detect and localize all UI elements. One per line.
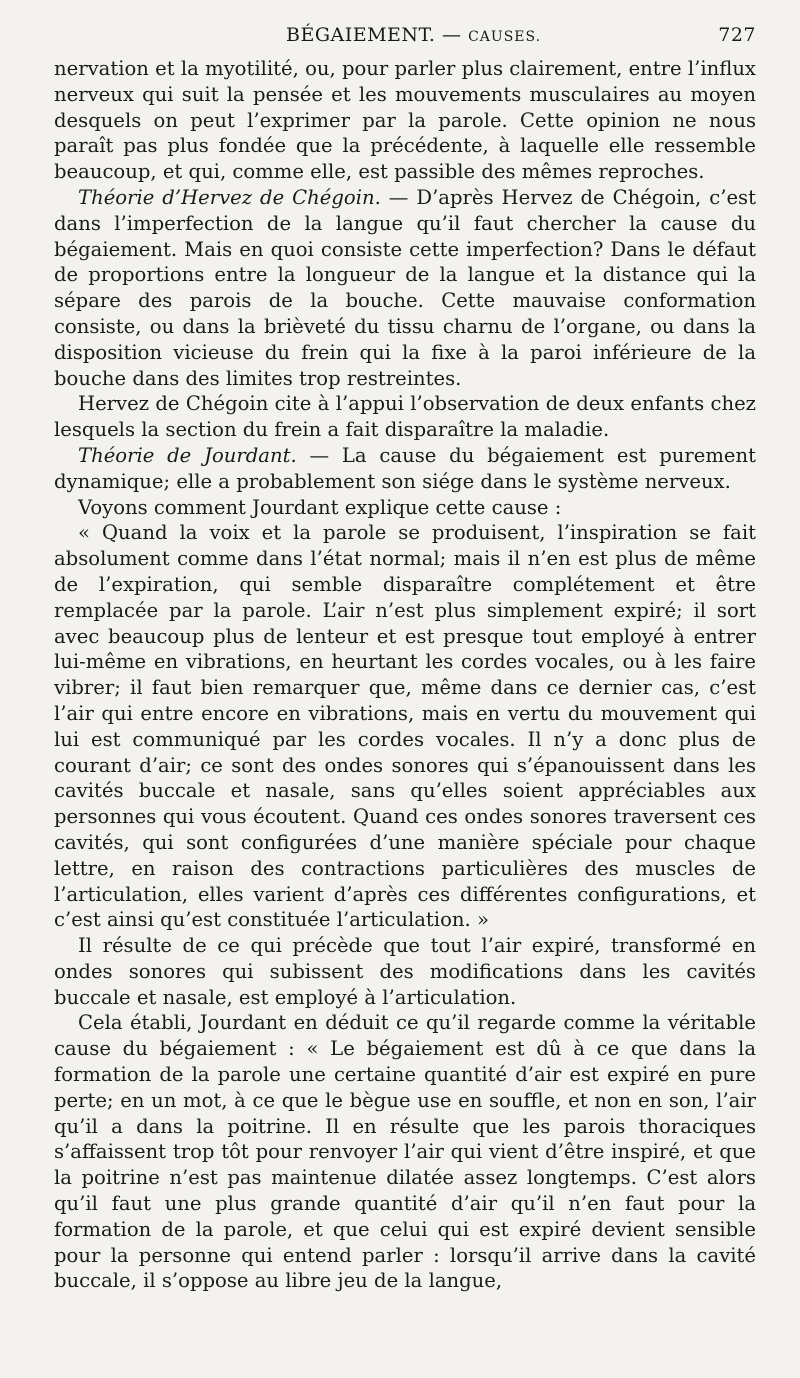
paragraph-text: nervation et la myotilité, ou, pour parler plus clairement, entre l’influx nerveux qui suit la pensée et les mouvements musculaires au moyen desquels on peut l’exprimer par la parole. Cette opinion ne nous paraît pas plus fondée que la précédente, à laquelle elle ressemble beaucoup, et qui, comme elle, est passible des mêmes reproches. (54, 57, 756, 184)
paragraph-text: Hervez de Chégoin cite à l’appui l’observation de deux enfants chez lesquels la section du frein a fait disparaître la maladie. (54, 392, 756, 442)
section-heading: Théorie de Jourdant. (78, 443, 297, 467)
paragraph (54, 495, 756, 521)
paragraph-text: — D’après Hervez de Chégoin, c’est dans l’imperfection de la langue qu’il faut chercher la cause du bégaiement. Mais en quoi consiste cette imperfection? Dans le défaut de proportions entre la longueur de la langue et la distance qui la sépare des parois de la bouche. Cette mauvaise conformation consiste, ou dans la brièveté du tissu charnu de l’organe, ou dans la disposition vicieuse du frein qui la fixe à la paroi inférieure de la bouche dans des limites trop restreintes. (54, 185, 756, 390)
paragraph (54, 391, 756, 443)
page-number: 727 (718, 24, 756, 46)
body-text (54, 56, 756, 1294)
paragraph-text: Cela établi, Jourdant en déduit ce qu’il regarde comme la véritable cause du bégaiement : « Le bégaiement est dû à ce que dans la formation de la parole une certaine quantité d’air est expiré en pure perte; en un mot, à ce que le bègue use en souffle, et non en son, l’air qu’il a dans la poitrine. Il en résulte que les parois thoraciques s’affaissent trop tôt pour renvoyer l’air qui vient d’être inspiré, et que la poitrine n’est pas maintenue dilatée assez longtemps. C’est alors qu’il faut une plus grande quantité d’air qu’il n’en faut pour la formation de la parole, et que celui qui est expiré devient sensible pour la personne qui entend parler : lorsqu’il arrive dans la cavité buccale, il s’oppose au libre jeu de la langue, (54, 1011, 756, 1293)
paragraph (54, 1010, 756, 1294)
paragraph-text: — La cause du bégaiement est purement dynamique; elle a probablement son siége dans le système nerveux. (54, 443, 756, 493)
chapter-title: BÉGAIEMENT. (286, 24, 436, 46)
running-title (286, 24, 541, 46)
paragraph (54, 443, 756, 495)
running-head (54, 22, 756, 56)
quotation (54, 520, 756, 933)
paragraph-text: Voyons comment Jourdant explique cette cause : (78, 495, 562, 519)
title-dash: — (435, 24, 469, 46)
paragraph (54, 933, 756, 1010)
paragraph (54, 185, 756, 391)
section-heading: Théorie d’Hervez de Chégoin. (78, 185, 381, 209)
paragraph-text: « Quand la voix et la parole se produisent, l’inspiration se fait absolument comme dans l’état normal; mais il n’en est plus de même de l’expiration, qui semble disparaître complétement et être remplacée par la parole. L’air n’est plus simplement expiré; il sort avec beaucoup plus de lenteur et est presque tout employé à entrer lui-même en vibrations, en heurtant les cordes vocales, ou à les faire vibrer; il faut bien remarquer que, même dans ce dernier cas, c’est l’air qui entre encore en vibrations, mais en vertu du mouvement qui lui est communiqué par les cordes vocales. Il n’y a donc plus de courant d’air; ce sont des ondes sonores qui s’épanouissent dans les cavités buccale et nasale, sans qu’elles soient appréciables aux personnes qui vous écoutent. Quand ces ondes sonores traversent ces cavités, qui sont configurées d’une manière spéciale pour chaque lettre, en raison des contractions particulières des muscles de l’articulation, elles varient d’après ces différentes configurations, et c’est ainsi qu’est constituée l’articulation. » (54, 521, 756, 932)
section-title: CAUSES. (468, 29, 542, 45)
paragraph-text: Il résulte de ce qui précède que tout l’air expiré, transformé en ondes sonores qui subissent des modifications dans les cavités buccale et nasale, est employé à l’articulation. (54, 934, 756, 1009)
paragraph (54, 56, 756, 185)
